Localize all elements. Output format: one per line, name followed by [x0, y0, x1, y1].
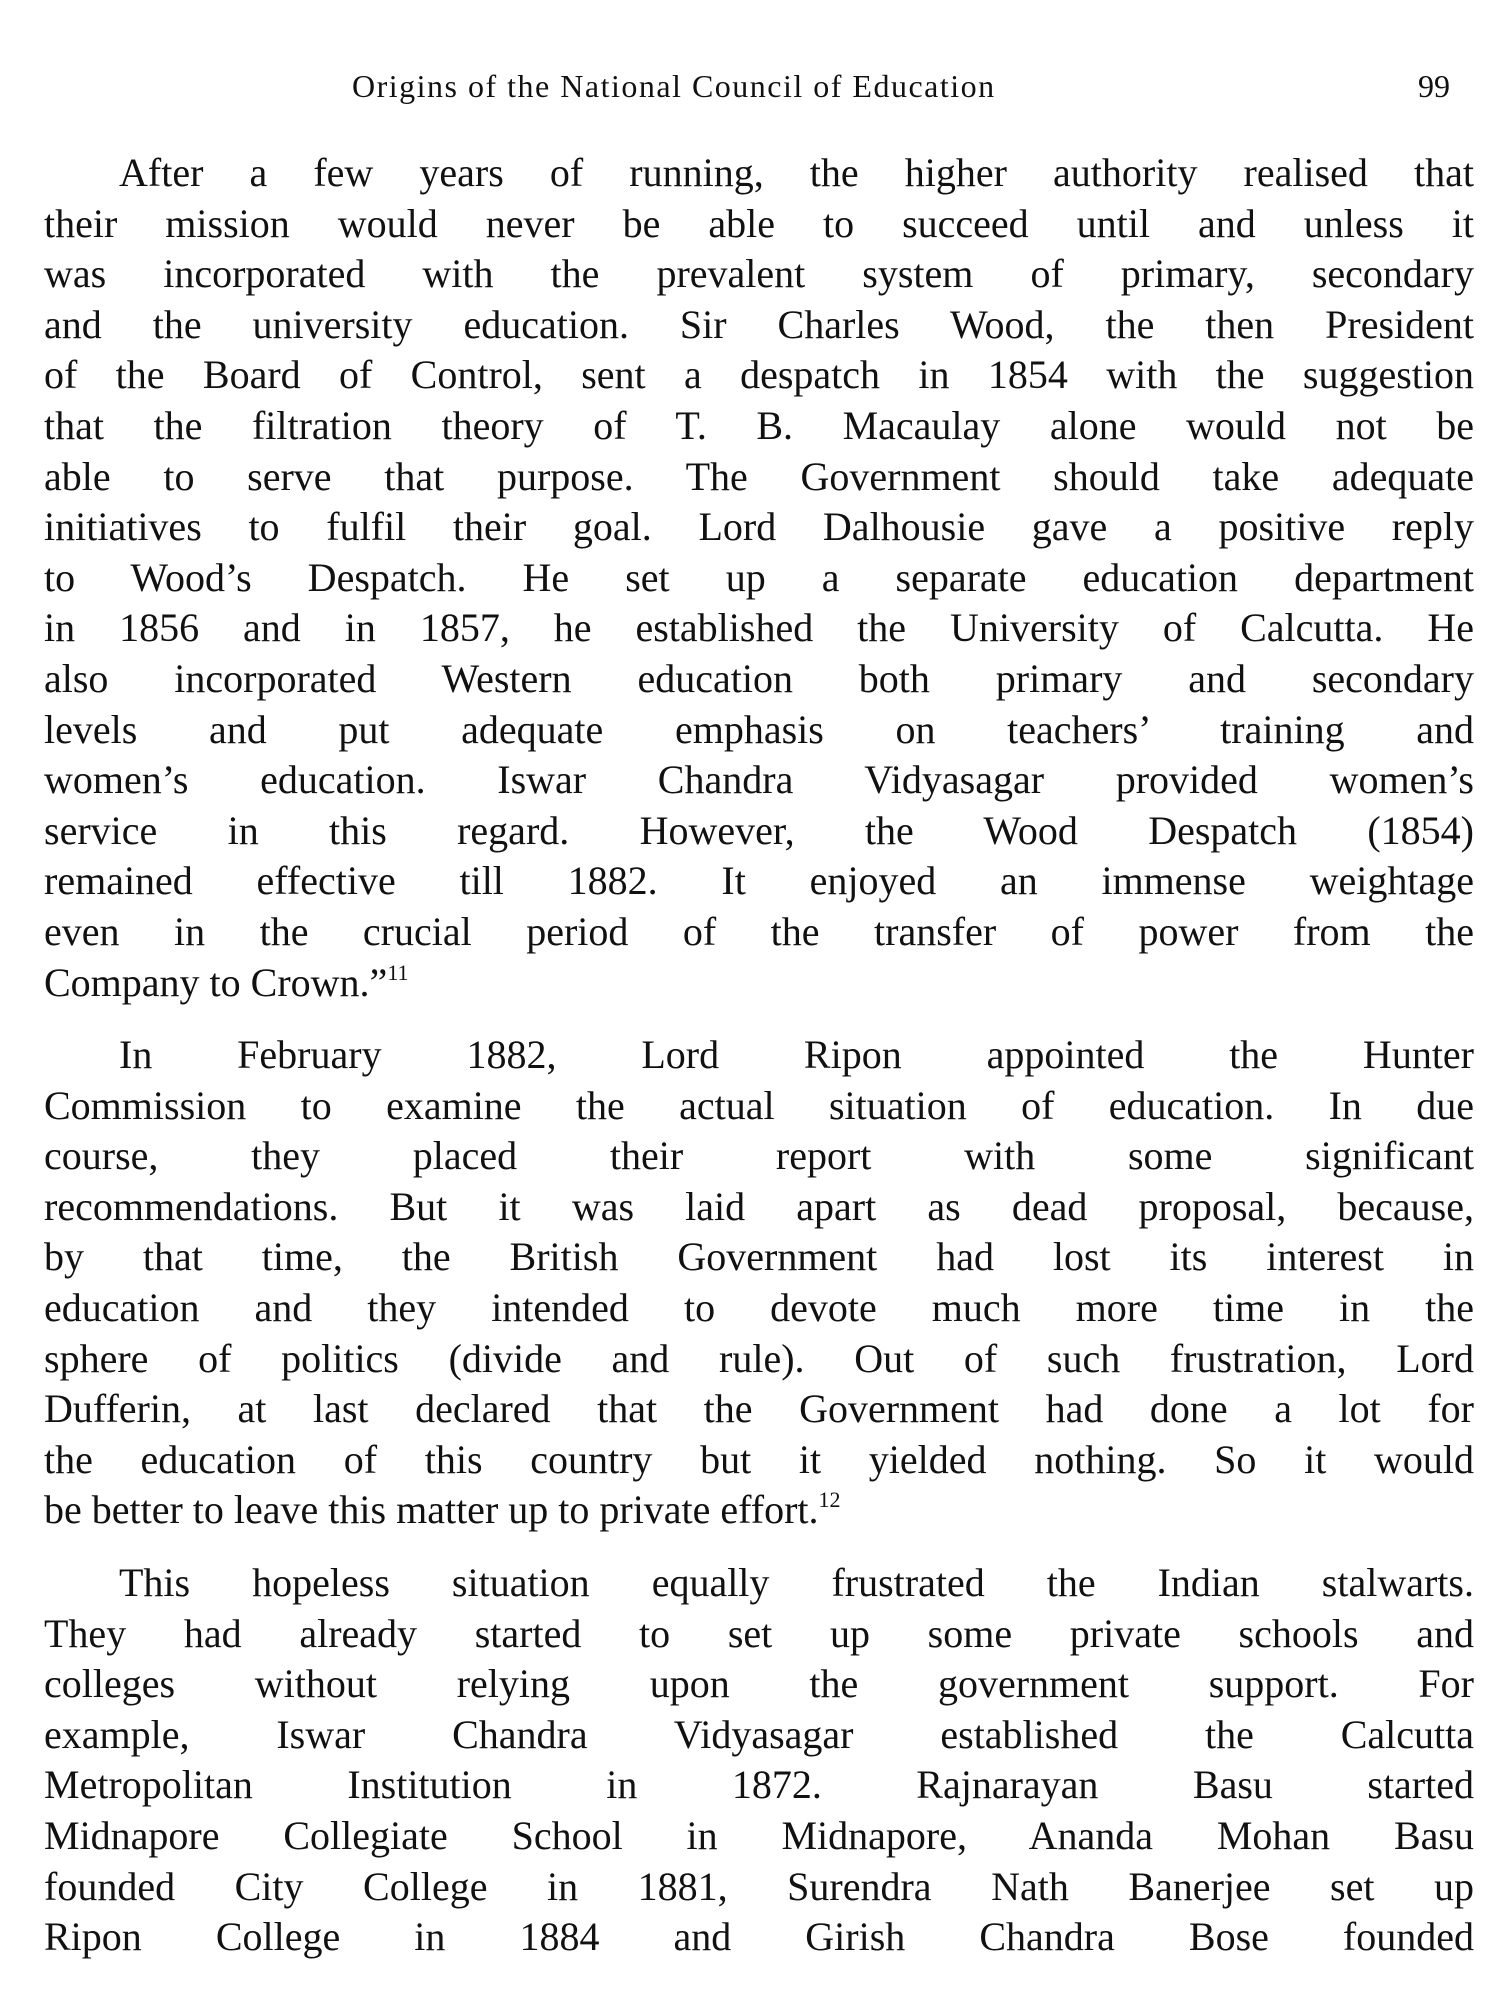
text-line: the education of this country but it yielded nothing. So it would [44, 1436, 1474, 1482]
text-line-last [44, 1485, 1474, 1536]
text-line-last [44, 958, 1474, 1009]
text-line: Company to Crown.” [44, 959, 388, 1005]
paragraph-3 [44, 1558, 1474, 1963]
body-text [44, 148, 1474, 1985]
text-line: education and they intended to devote much more time in the [44, 1285, 1474, 1331]
text-line: by that time, the British Government had lost its interest in [44, 1234, 1474, 1280]
text-line: was incorporated with the prevalent system of primary, secondary [44, 251, 1474, 297]
text-line: recommendations. But it was laid apart as dead proposal, because, [44, 1183, 1474, 1229]
text-line: even in the crucial period of the transfer of power from the [44, 908, 1474, 954]
text-line: levels and put adequate emphasis on teachers’ training and [44, 706, 1474, 752]
text-line: able to serve that purpose. The Government should take adequate [44, 453, 1474, 499]
footnote-ref: 12 [818, 1487, 841, 1513]
text-line: In February 1882, Lord Ripon appointed the Hunter [119, 1032, 1474, 1078]
text-line: sphere of politics (divide and rule). Out of such frustration, Lord [44, 1335, 1474, 1381]
text-line: This hopeless situation equally frustrated the Indian stalwarts. [119, 1560, 1474, 1606]
text-line: to Wood’s Despatch. He set up a separate education department [44, 554, 1474, 600]
text-line: Commission to examine the actual situation of education. In due [44, 1082, 1474, 1128]
footnote-ref: 11 [387, 959, 409, 985]
text-line: service in this regard. However, the Wood Despatch (1854) [44, 807, 1474, 853]
text-line: also incorporated Western education both primary and secondary [44, 655, 1474, 701]
text-line: example, Iswar Chandra Vidyasagar established the Calcutta [44, 1711, 1474, 1757]
paragraph-2 [44, 1030, 1474, 1536]
text-line: that the filtration theory of T. B. Macaulay alone would not be [44, 402, 1474, 448]
text-line: founded City College in 1881, Surendra Nath Banerjee set up [44, 1863, 1474, 1909]
text-line: and the university education. Sir Charles Wood, the then President [44, 301, 1474, 347]
text-line: Midnapore Collegiate School in Midnapore, Ananda Mohan Basu [44, 1813, 1474, 1858]
text-line: their mission would never be able to succeed until and unless it [44, 200, 1474, 246]
text-line: remained effective till 1882. It enjoyed an immense weightage [44, 858, 1474, 904]
running-head [0, 68, 1500, 118]
text-line: They had already started to set up some private schools and [44, 1610, 1474, 1656]
text-line: initiatives to fulfil their goal. Lord Dalhousie gave a positive reply [44, 504, 1474, 550]
text-line: women’s education. Iswar Chandra Vidyasagar provided women’s [44, 757, 1474, 803]
text-line: be better to leave this matter up to private effort. [44, 1487, 819, 1533]
text-line: of the Board of Control, sent a despatch in 1854 with the suggestion [44, 352, 1474, 398]
page-number: 99 [1418, 68, 1450, 104]
text-line: Ripon College in 1884 and Girish Chandra Bose founded [44, 1914, 1474, 1960]
text-line: course, they placed their report with some significant [44, 1133, 1474, 1179]
running-title: Origins of the National Council of Education [352, 68, 996, 104]
text-line: colleges without relying upon the government support. For [44, 1661, 1474, 1707]
text-line: After a few years of running, the higher authority realised that [119, 150, 1474, 195]
text-line: in 1856 and in 1857, he established the University of Calcutta. He [44, 605, 1474, 651]
paragraph-1 [44, 148, 1474, 1008]
text-line: Dufferin, at last declared that the Government had done a lot for [44, 1386, 1474, 1432]
text-line: Metropolitan Institution in 1872. Rajnarayan Basu started [44, 1762, 1474, 1808]
